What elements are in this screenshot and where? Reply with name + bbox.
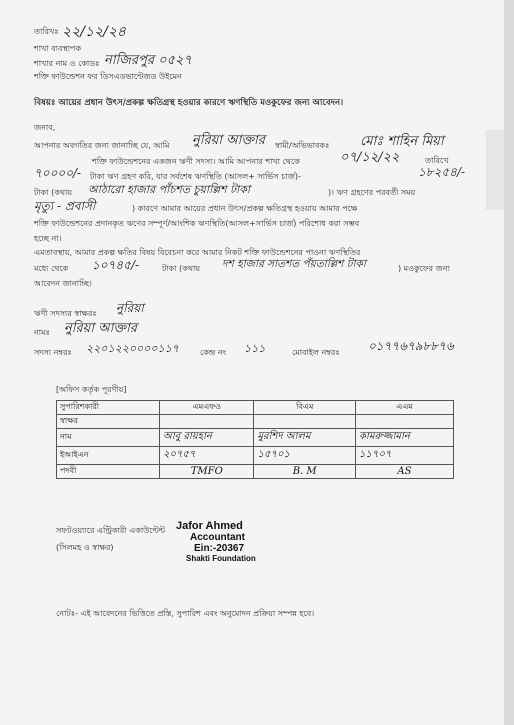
guardian-name-handwritten: মোঃ শাহিন মিয়া <box>360 134 444 149</box>
applicant-name-handwritten: নুরিয়া আক্তার <box>192 133 265 148</box>
stamp-ein: Ein:-20367 <box>194 543 245 554</box>
signature-cell <box>355 415 453 429</box>
table-header-cell: এএম <box>355 401 453 415</box>
row-label: পদবী <box>57 465 160 479</box>
waive-amount-handwritten: ১০৭৪৫/- <box>92 258 140 272</box>
request-sentence: এমতাবস্থায়, আমার প্রকল্প ক্ষতির বিষয় বিবেচনা করে আমার নিকট শক্তি ফাউন্ডেশনের পাওনা ঋণস্থিতির <box>34 248 361 257</box>
signature-cell <box>160 415 254 429</box>
from-label: মধ্যে থেকে <box>34 264 69 273</box>
table-header-cell: সুপারিশকারী <box>57 401 160 415</box>
waive-in-words-label: টাকা (কথায় <box>162 264 201 273</box>
signature-cell <box>254 415 355 429</box>
org-name: শক্তি ফাউন্ডেশন ফর ডিসএডভান্টেজড উইমেন <box>34 72 182 81</box>
member-id-handwritten: ২২০১২২০০০০১১৭ <box>86 342 179 355</box>
table-header-cell: এমএফও <box>160 401 254 415</box>
seal-signature-label: (সিলমহ ও স্বাক্ষর) <box>56 543 114 552</box>
table-cell: মুরশিদ আলম <box>254 429 355 447</box>
guardian-label: স্বামী/অভিভাবকঃ <box>275 141 330 150</box>
reason-handwritten: মৃত্যু - প্রবাসী <box>34 199 96 213</box>
table-row <box>57 429 454 447</box>
date-label: তারিখঃ <box>34 27 59 36</box>
footnote: নোটঃ- এই আবেদনের ভিত্তিতে প্রস্তি, সুপারিশ এবং অনুমোদন প্রক্রিয়া সম্পন্ন হবে। <box>56 609 315 618</box>
stamp-name: Jafor Ahmed <box>176 520 243 532</box>
table-cell: ১৫৭০১ <box>254 447 355 465</box>
member-signature: নুরিয়া <box>116 301 144 315</box>
accountant-stamp <box>176 520 256 564</box>
in-words-label: টাকা (কথায় <box>34 188 73 197</box>
repay-sentence: শক্তি ফাউন্ডেশনের প্রদানকৃত ঋণের সম্পূর্ণ/আংশিক ঋণস্থিতি(আসল+সার্ভিস চার্জ) পরিশোধ করা সম্ভব <box>34 219 360 228</box>
date-value: ২২/১২/২৪ <box>62 24 127 40</box>
after-loan-text: )। ঋণ গ্রহণের পরবর্তী সময় <box>328 188 416 197</box>
date-word: তারিখে <box>425 156 449 165</box>
member-name-handwritten: নুরিয়া আক্তার <box>64 321 137 336</box>
table-header-row <box>57 401 454 415</box>
stamp-title: Accountant <box>190 532 245 543</box>
center-label: কেন্দ্র নং <box>200 348 227 357</box>
table-cell: ১১৭০৭ <box>355 447 453 465</box>
subject-line: বিষয়ঃ আয়ের প্রধান উৎস/প্রকল্প ক্ষতিগ্রস্থ হওয়ার কারণে ঋণস্থিতি মওকুফের জন্য আবেদন। <box>34 98 344 108</box>
member-name-label: নামঃ <box>34 328 50 337</box>
loan-amount-handwritten: ৭০০০০/- <box>34 166 82 180</box>
salutation: জনাব, <box>34 123 56 132</box>
request-end: আবেদন জানাচ্ছি। <box>34 279 92 288</box>
table-row <box>57 447 454 465</box>
center-handwritten: ১১১ <box>244 342 266 355</box>
balance-handwritten: ১৮২৫৪/- <box>418 165 466 179</box>
member-signature-label: ঋণী সদস্যর স্বাক্ষরঃ <box>34 309 97 318</box>
table-cell: আবু রায়হান <box>160 429 254 447</box>
line-manager: শাখা ব্যবস্থাপক <box>34 44 82 53</box>
waive-words-handwritten: দশ হাজার সাতশত পঁয়তাল্লিশ টাকা <box>222 258 366 270</box>
table-cell: AS <box>355 465 453 479</box>
accountant-label: সফটওয়্যারে এন্ট্রিকারী একাউন্টেন্ট <box>56 526 166 535</box>
branch-value: নাজিরপুর ০৫২৭ <box>104 53 192 68</box>
office-note: [অফিস কর্তৃক পূরণীয়] <box>56 385 127 394</box>
table-cell: B. M <box>254 465 355 479</box>
member-id-label: সদস্য নম্বরঃ <box>34 348 72 357</box>
recommendation-table <box>56 400 454 479</box>
table-header-cell: বিএম <box>254 401 355 415</box>
mobile-label: মোবাইল নম্বরঃ <box>292 348 340 357</box>
reason-sentence: ) কারণে আমার আয়ের প্রধান উৎস/প্রকল্প ক্ষতিগ্রস্থ হওয়ায় আমার পক্ষে <box>132 204 358 213</box>
stamp-org: Shakti Foundation <box>186 554 256 563</box>
row-label: নাম <box>57 429 160 447</box>
repay-end: হচ্ছে না। <box>34 234 62 243</box>
loan-date-handwritten: ০৭/১২/২২ <box>340 150 400 165</box>
table-row <box>57 465 454 479</box>
mobile-handwritten: ০১৭৭৬৭৯৮৮৭৬ <box>368 339 454 353</box>
body-paragraph-1: আপনার অবগতির জন্য জানাচ্ছি যে, আমি <box>34 141 170 150</box>
waive-sentence-end: ) মওকুফের জন্য <box>398 264 450 273</box>
table-row <box>57 415 454 429</box>
table-cell: ২০৭৫৭ <box>160 447 254 465</box>
table-cell: TMFO <box>160 465 254 479</box>
balance-words-handwritten: আঠারো হাজার পাঁচশত চুয়াল্লিশ টাকা <box>88 183 251 196</box>
row-label: স্বাক্ষর <box>57 415 160 429</box>
table-cell: কামরুজ্জামান <box>355 429 453 447</box>
branch-label: শাখার নাম ও কোডঃ <box>34 59 100 68</box>
loan-sentence: টাকা ঋণ গ্রহণ করি, যার সর্বশেষ ঋণস্থিতি (আসল+ সার্ভিস চার্জ)- <box>90 172 301 181</box>
page-edge <box>486 130 504 210</box>
member-sentence: শক্তি ফাউন্ডেশনের একজন ঋণী সদস্য। আমি আপনার শাখা থেকে <box>92 157 300 166</box>
row-label: ইআইএন <box>57 447 160 465</box>
